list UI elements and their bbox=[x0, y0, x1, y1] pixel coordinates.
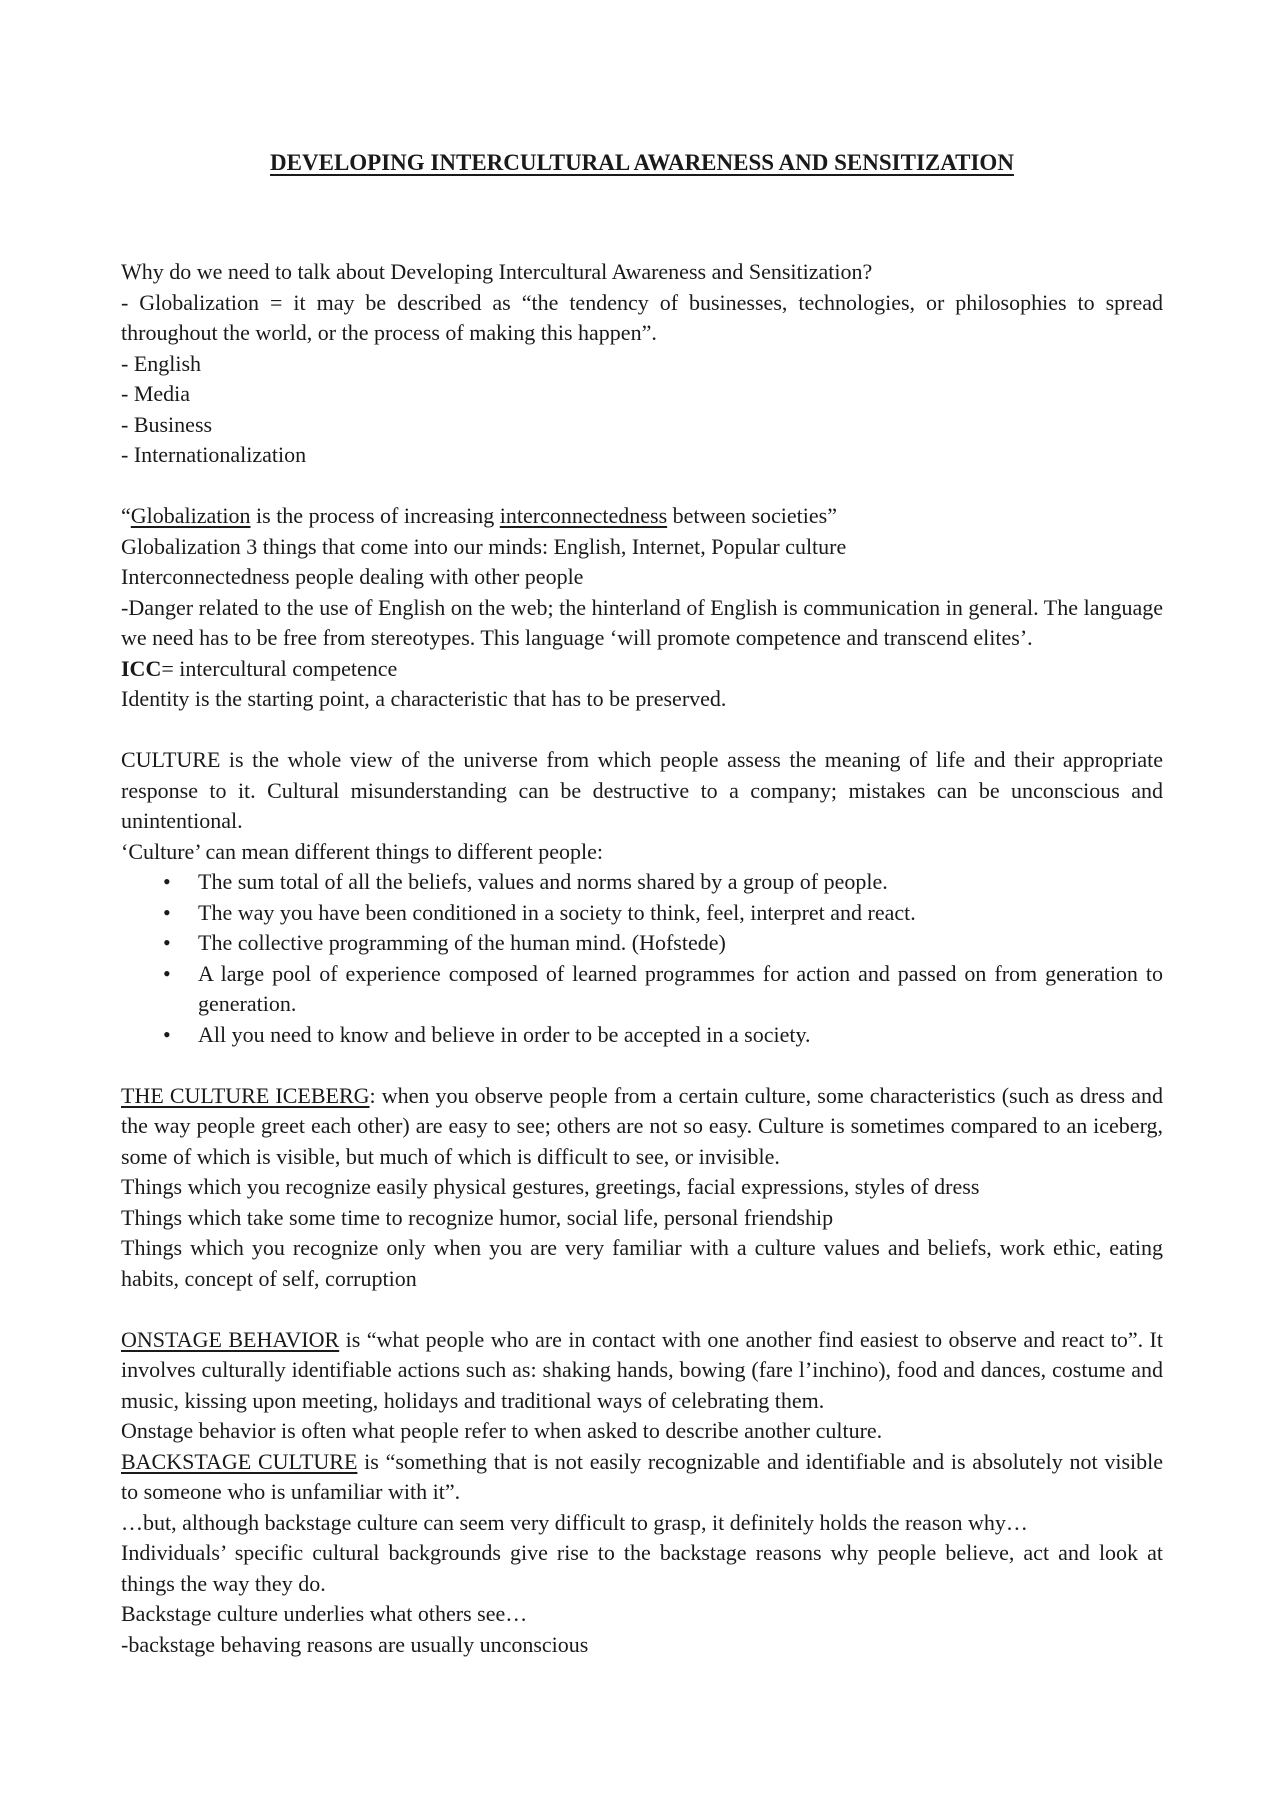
onstage-paragraph bbox=[121, 1325, 1163, 1417]
note-line: Identity is the starting point, a characteristic that has to be preserved. bbox=[121, 686, 727, 711]
list-item bbox=[121, 867, 1163, 898]
globalization-definition: - Globalization = it may be described as “the tendency of businesses, technologies, or philosophies to spread throughout the world, or the process of making this happen”. bbox=[121, 289, 1163, 345]
quote-end: between societies” bbox=[667, 503, 837, 528]
iceberg-paragraph bbox=[121, 1081, 1163, 1173]
iceberg-heading: THE CULTURE ICEBERG bbox=[121, 1082, 370, 1108]
list-item bbox=[121, 959, 1163, 1020]
list-item: - Media bbox=[121, 381, 191, 406]
backstage-text: is “something that is not easily recognizable and identifiable and is absolutely not visible to someone who is unfamiliar with it”. bbox=[121, 1448, 1164, 1504]
bullet-icon: • bbox=[163, 869, 171, 894]
note-line: Interconnectedness people dealing with other people bbox=[121, 564, 584, 589]
quote-mid: is the process of increasing bbox=[250, 503, 500, 528]
note-line: Backstage culture underlies what others see… bbox=[121, 1601, 528, 1626]
icc-definition bbox=[121, 654, 1163, 685]
culture-bullet-list bbox=[121, 867, 1163, 1050]
quote-open: “ bbox=[121, 503, 131, 528]
backstage-paragraph bbox=[121, 1447, 1163, 1508]
bullet-text: The collective programming of the human mind. (Hofstede) bbox=[198, 930, 726, 955]
list-item bbox=[121, 1020, 1163, 1051]
note-paragraph: -Danger related to the use of English on the web; the hinterland of English is communication in general. The language we need has to be free from stereotypes. This language ‘will promote competence and transcend elites’. bbox=[121, 594, 1163, 650]
list-item: - Business bbox=[121, 411, 213, 437]
page-title: DEVELOPING INTERCULTURAL AWARENESS AND SENSITIZATION bbox=[270, 150, 1014, 175]
term-globalization: Globalization bbox=[130, 503, 251, 528]
list-item bbox=[121, 928, 1163, 959]
intro-question: Why do we need to talk about Developing Intercultural Awareness and Sensitization? bbox=[121, 259, 873, 284]
bullet-icon: • bbox=[163, 930, 171, 955]
iceberg-text: : when you observe people from a certain culture, some characteristics (such as dress and the way people greet each other) are easy to see; others are not so easy. Culture is sometimes compared to an iceberg, some of which is visible, but much of which is difficult to see, or invisible. bbox=[121, 1082, 1163, 1169]
bullet-text: A large pool of experience composed of learned programmes for action and passed on from generation to generation. bbox=[198, 960, 1163, 1016]
bullet-icon: • bbox=[163, 899, 171, 925]
spacer bbox=[121, 715, 1163, 746]
note-line: Onstage behavior is often what people refer to when asked to describe another culture. bbox=[121, 1418, 883, 1443]
backstage-heading: BACKSTAGE CULTURE bbox=[121, 1448, 358, 1474]
icc-label: ICC bbox=[121, 655, 162, 681]
bullet-icon: • bbox=[163, 960, 171, 986]
document-body bbox=[121, 257, 1163, 1660]
bullet-text: The way you have been conditioned in a society to think, feel, interpret and react. bbox=[198, 899, 916, 925]
culture-paragraph: CULTURE is the whole view of the universe from which people assess the meaning of life and their appropriate response to it. Cultural misunderstanding can be destructive to a company; mistakes can be unconscious and unintentional. bbox=[121, 747, 1163, 833]
culture-lead: ‘Culture’ can mean different things to different people: bbox=[121, 838, 604, 864]
onstage-heading: ONSTAGE BEHAVIOR bbox=[121, 1326, 340, 1352]
spacer bbox=[121, 1294, 1163, 1325]
globalization-quote bbox=[121, 501, 1163, 532]
list-item bbox=[121, 898, 1163, 929]
bullet-text: All you need to know and believe in order to be accepted in a society. bbox=[198, 1021, 811, 1047]
note-line: Things which take some time to recognize humor, social life, personal friendship bbox=[121, 1204, 834, 1230]
list-item: - English bbox=[121, 350, 202, 376]
onstage-text: is “what people who are in contact with one another find easiest to observe and react to”. It involves culturally identifiable actions such as: shaking hands, bowing (fare l’inchino), food and dances, costume and music, kissing upon meeting, holidays and traditional ways of celebrating them. bbox=[121, 1326, 1163, 1413]
list-item: - Internationalization bbox=[121, 442, 307, 467]
term-interconnectedness: interconnectedness bbox=[499, 503, 668, 528]
bullet-icon: • bbox=[163, 1021, 171, 1047]
note-line: Things which you recognize only when you are very familiar with a culture values and beliefs, work ethic, eating habits, concept of self, corruption bbox=[121, 1235, 1163, 1291]
note-line: Things which you recognize easily physical gestures, greetings, facial expressions, styles of dress bbox=[121, 1174, 980, 1199]
note-line: -backstage behaving reasons are usually unconscious bbox=[121, 1631, 589, 1657]
note-line: Globalization 3 things that come into our minds: English, Internet, Popular culture bbox=[121, 533, 847, 559]
icc-text: = intercultural competence bbox=[161, 655, 398, 681]
bullet-text: The sum total of all the beliefs, values and norms shared by a group of people. bbox=[198, 869, 888, 894]
spacer bbox=[121, 471, 1163, 502]
note-line: …but, although backstage culture can seem very difficult to grasp, it definitely holds the reason why… bbox=[121, 1509, 1028, 1535]
spacer bbox=[121, 1050, 1163, 1081]
note-line: Individuals’ specific cultural backgrounds give rise to the backstage reasons why people believe, act and look at things the way they do. bbox=[121, 1540, 1163, 1596]
